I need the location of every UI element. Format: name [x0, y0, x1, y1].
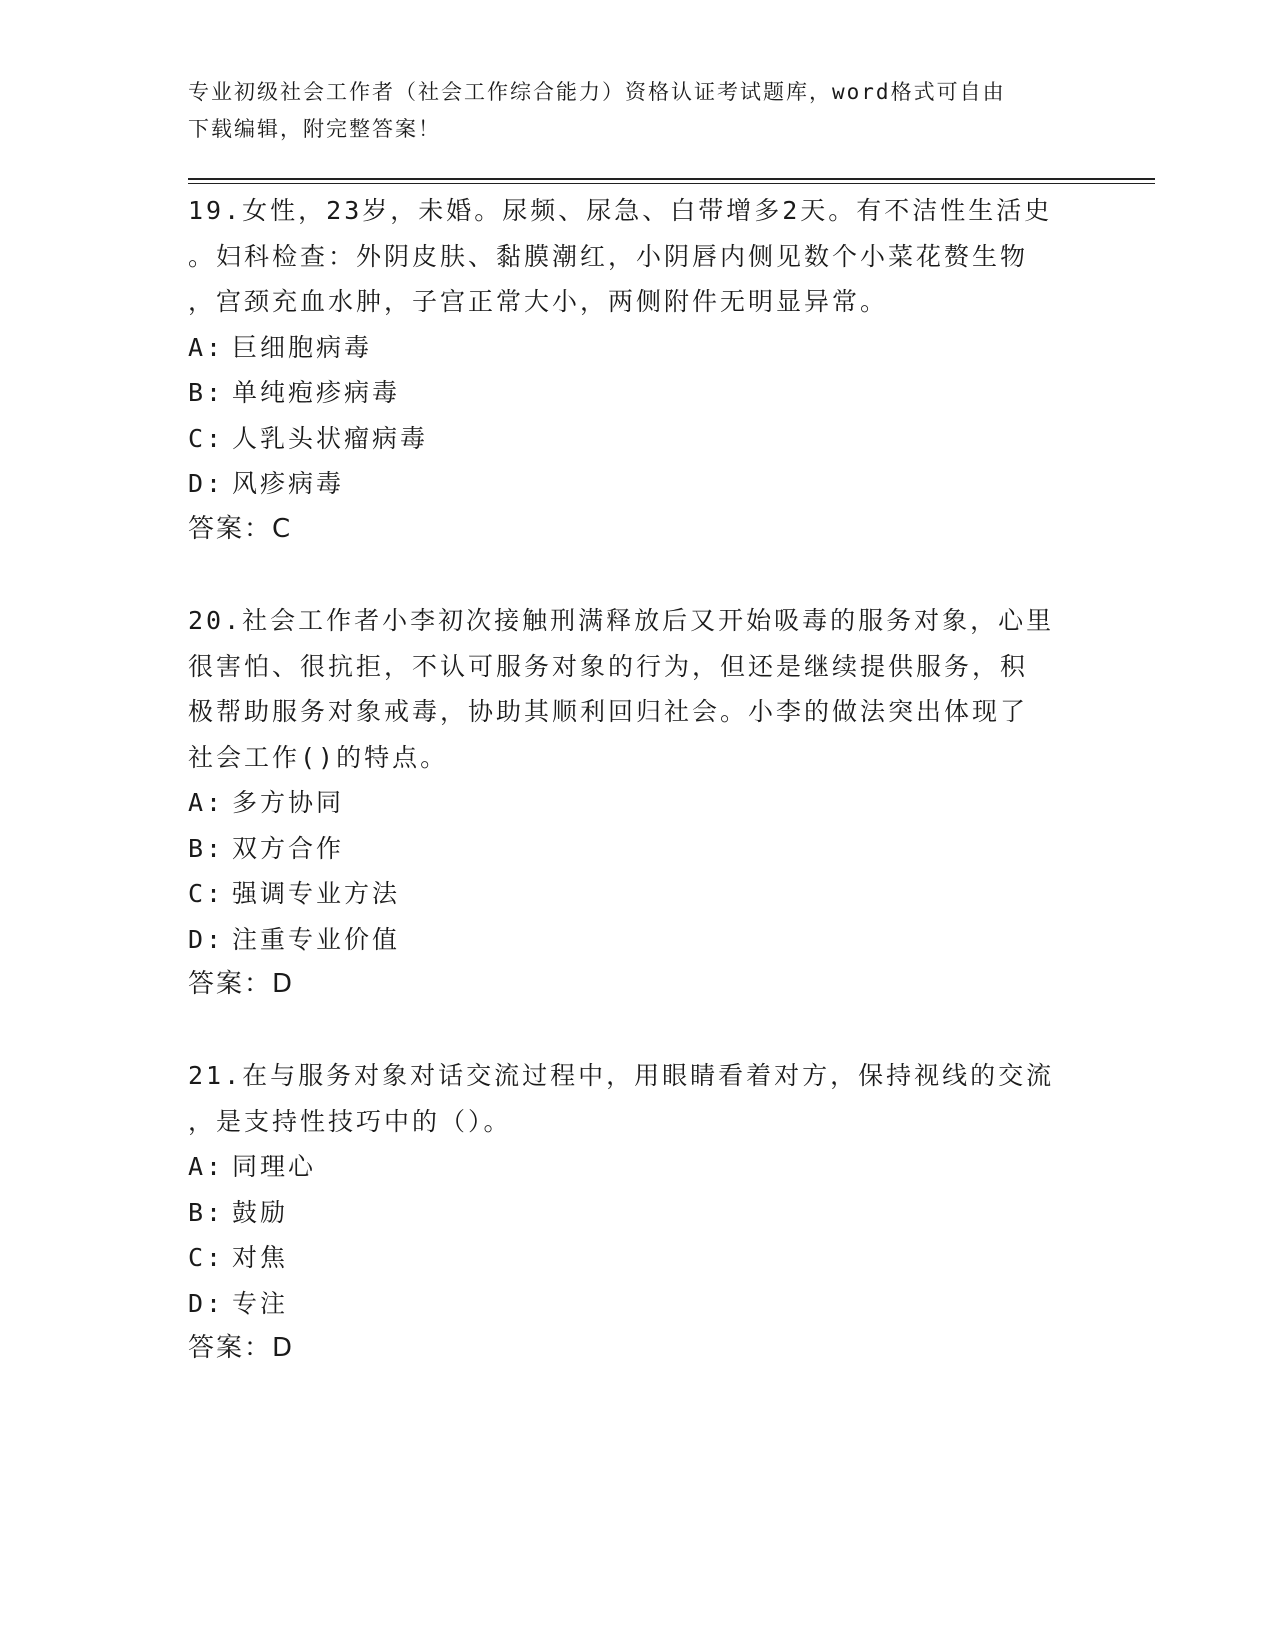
option-text: 专注: [232, 1288, 289, 1318]
option-text: 注重专业价值: [232, 924, 401, 954]
option-d: [188, 917, 1088, 963]
option-text: 强调专业方法: [232, 879, 401, 908]
header-line-1: 专业初级社会工作者（社会工作综合能力）资格认证考试题库，word格式可自由: [188, 80, 1006, 104]
document-header: [188, 74, 1088, 148]
option-letter: D:: [188, 924, 225, 954]
header-divider-thick: [188, 178, 1155, 180]
option-letter: C:: [188, 1243, 225, 1272]
question-21: [188, 1053, 1088, 1372]
option-a: [188, 780, 1088, 826]
option-text: 双方合作: [232, 833, 345, 863]
option-letter: C:: [188, 879, 225, 908]
option-letter: D:: [188, 1288, 225, 1318]
question-stem-line: 。妇科检查：外阴皮肤、黏膜潮红，小阴唇内侧见数个小菜花赘生物: [188, 241, 1029, 271]
option-b: [188, 826, 1088, 872]
option-letter: C:: [188, 423, 225, 453]
question-19: [188, 188, 1088, 552]
option-a: [188, 325, 1088, 371]
option-text: 人乳头状瘤病毒: [232, 423, 429, 453]
option-letter: A:: [188, 788, 225, 817]
option-text: 单纯疱疹病毒: [232, 378, 401, 407]
option-letter: B:: [188, 378, 225, 407]
option-text: 对焦: [232, 1243, 289, 1272]
option-text: 鼓励: [232, 1197, 289, 1227]
option-b: [188, 370, 1088, 416]
option-a: [188, 1144, 1088, 1190]
header-line-2: 下载编辑，附完整答案！: [188, 117, 441, 141]
option-text: 风疹病毒: [232, 469, 345, 498]
answer-line: 答案：C: [188, 513, 293, 544]
option-d: [188, 1281, 1088, 1327]
question-stem-line: 社会工作()的特点。: [188, 742, 449, 772]
question-20: [188, 598, 1088, 1008]
question-stem-line: 极帮助服务对象戒毒，协助其顺利回归社会。小李的做法突出体现了: [188, 697, 1029, 726]
option-b: [188, 1190, 1088, 1236]
question-stem-line: 很害怕、很抗拒，不认可服务对象的行为，但还是继续提供服务，积: [188, 651, 1029, 681]
option-text: 多方协同: [232, 788, 345, 817]
option-c: [188, 871, 1088, 917]
question-stem-line: ，宫颈充血水肿，子宫正常大小，两侧附件无明显异常。: [188, 287, 889, 316]
option-letter: D:: [188, 469, 225, 498]
option-d: [188, 461, 1088, 507]
header-divider-thin: [188, 183, 1155, 184]
question-stem-line: ，是支持性技巧中的（）。: [188, 1106, 512, 1136]
option-letter: A:: [188, 332, 225, 362]
question-stem-line: 21.在与服务对象对话交流过程中，用眼睛看着对方，保持视线的交流: [188, 1061, 1055, 1090]
option-c: [188, 1235, 1088, 1281]
option-c: [188, 416, 1088, 462]
option-letter: B:: [188, 1197, 225, 1227]
option-text: 巨细胞病毒: [232, 332, 373, 362]
answer-line: 答案：D: [188, 1333, 295, 1363]
option-text: 同理心: [232, 1152, 317, 1181]
option-letter: A:: [188, 1152, 225, 1181]
option-letter: B:: [188, 833, 225, 863]
answer-line: 答案：D: [188, 969, 295, 999]
question-stem-line: 19.女性，23岁，未婚。尿频、尿急、白带增多2天。有不洁性生活史: [188, 196, 1053, 225]
question-stem-line: 20.社会工作者小李初次接触刑满释放后又开始吸毒的服务对象，心里: [188, 606, 1055, 635]
